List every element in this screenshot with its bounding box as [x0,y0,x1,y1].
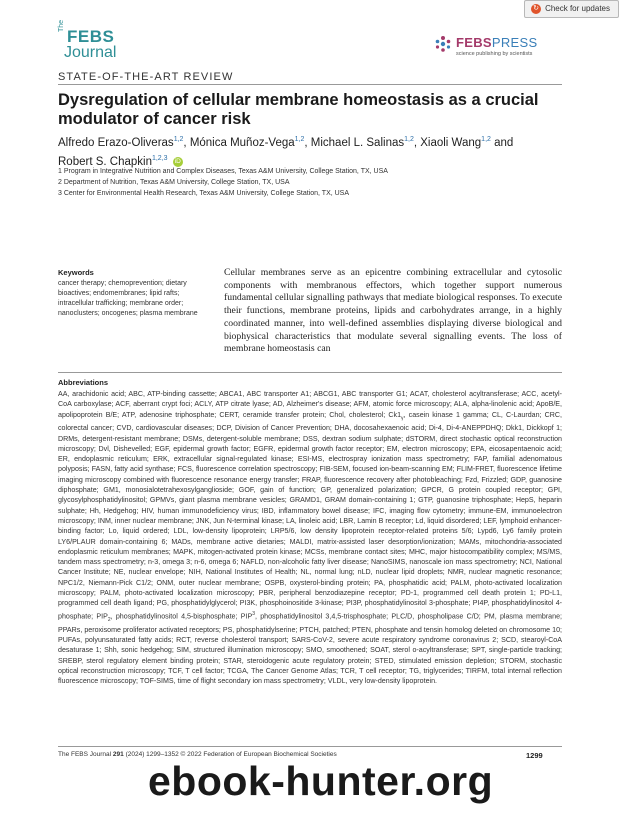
journal-logo-suffix: Journal [64,44,117,61]
page-number: 1299 [526,751,543,760]
author-affiliation-marker: 1,2 [481,136,491,143]
footer-volume: 291 [112,751,124,758]
header-divider [58,84,562,85]
abbreviations-text: , phosphatidylinositol 3,4,5-trisphosphate; PLC/D, phospholipase C/D; PM, plasma membrane; PPARs, peroxisome proliferator activated receptors; PS, phosphatidylserine; PTCH, patched; PTEN, phosphate and tensin homolog deleted on chromosome 10; PUFAs, polyunsaturated fatty acids; RCT, reverse cholesterol transport; SARS-CoV-2, severe acute respiratory syndrome coronavirus 2; SCD, stearoyl-CoA desaturase 1; Shh, sonic hedgehog; SIM, structured illumination microscopy; SMO, smoothened; SOAT, sterol o-acyltransferase; SPT, single-particle tracking; SREBP, sterol regulatory element binding protein; STAR, steroidogenic acute regulatory protein; STED, stimulated emission depletion; STORM, stochastic optical reconstruction microscopy; TCF, T cell factor; TCGA, The Cancer Genome Atlas; TCR, T cell receptor; TG, triglycerides; TIRFM, total internal reflection fluorescence microscopy; TOF-SIMS, time of flight secondary ion mass spectrometry; VLDL, very low-density lipoprotein. [58,612,562,686]
author-name[interactable]: Robert S. Chapkin [58,155,152,168]
article-title: Dysregulation of cellular membrane homeostasis as a crucial modulator of cancer risk [58,91,539,128]
check-for-updates-label: Check for updates [545,4,610,13]
febs-press-dots-icon [434,35,452,53]
orcid-icon[interactable]: iD [174,157,181,165]
publisher-logo-febs: FEBS [456,35,492,50]
abstract-text: Cellular membranes serve as an epicentre combining extracellular and cytosolic components with membranous effectors, which together support numerous fundamental cellular signalling pathways that mediate biological responses. To execute their functions, membrane proteins, lipids and carbohydrates arrange, in a highly coordinated manner, into well-defined assemblies displaying diverse biological and biophysical characteristics that modulate several signalling events. The loss of membrane homeostasis can [224,267,562,355]
affiliation: 2 Department of Nutrition, Texas A&M University, College Station, TX, USA [58,179,290,186]
abbreviations-text: AA, arachidonic acid; ABC, ATP-binding cassette; ABCA1, ABC transporter A1; ABCG1, ABC transporter G1; ACAT, cholesterol acyltransferase; ACC, acetyl-CoA carboxylase; ACF, aberrant crypt foci; ACLY, ATP citrate lyase; AD, Alzheimer's disease; AFM, atomic force microscopy; ALA, alpha-linolenic acid; ApoB/E, apolipoprotein B/E; ATP, adenosine triphosphate; CERT, ceramide transfer protein; Chol, cholesterol; Ck1 [58,390,562,419]
author-name[interactable]: Michael L. Salinas [310,136,405,149]
publisher-logo-name [456,35,537,50]
keywords-list: cancer therapy; chemoprevention; dietary bioactives; endomembranes; lipid rafts; intracellular trafficking; membrane order; nanoclusters; oncogenes; plasma membrane [58,280,198,317]
abbreviations-divider [58,372,562,373]
author-affiliation-marker: 1,2 [294,136,305,143]
watermark: ebook-hunter.org [148,758,494,804]
article-type: STATE-OF-THE-ART REVIEW [58,71,234,83]
abbreviations-subscript: γ [401,415,404,421]
author-name[interactable]: Xiaoli Wang [420,136,482,149]
abbreviations-superscript: 3 [252,610,255,617]
footer-journal: The FEBS Journal [58,751,113,758]
publisher-logo [434,34,564,66]
publisher-logo-press: PRESS [491,35,538,50]
journal-logo-name: FEBS [67,27,115,46]
check-for-updates-button[interactable] [524,0,619,18]
author-affiliation-marker: 1,2 [173,136,184,143]
publisher-tagline: science publishing by scientists [456,51,533,57]
author-name[interactable]: Alfredo Erazo-Oliveras [58,136,174,149]
abbreviations-heading: Abbreviations [58,378,109,387]
footer-copyright: (2024) 1299–1352 © 2022 Federation of European Biochemical Societies [123,751,337,758]
abbreviations-subscript: 2 [107,616,111,623]
abbreviations-text: , phosphatidylinositol 4,5-bisphosphate; PIP [110,612,253,620]
keywords-heading: Keywords [58,268,94,277]
affiliation: 1 Program in Integrative Nutrition and Complex Diseases, Texas A&M University, College Station, TX, USA [58,168,388,175]
footer-divider [58,746,562,747]
affiliation: 3 Center for Environmental Health Research, Texas A&M University, College Station, TX, USA [58,190,350,197]
journal-logo-prefix: The [58,19,65,32]
author-affiliation-marker: 1,2 [404,136,414,143]
abbreviations-list [58,389,562,686]
author-affiliation-marker: 1,2,3 [151,154,168,162]
author-name[interactable]: Mónica Muñoz-Vega [189,136,295,149]
abbreviations-text: , casein kinase 1 gamma; CL, C-Laurdan; CRC, colorectal cancer; CVD, cardiovascular diseases; DCP, Division of Cancer Prevention; DHA, docosahexaenoic acid; Di-4, Di-4-ANEPPDHQ; Dkk1, Dickkopf 1; DRMs, detergent-resistant membrane; DSMs, detergent-soluble membrane; DSS, dextran sodium sulphate; dSTORM, direct stochastic optical reconstruction microscopy; Dvl, Dishevelled; EGF, epidermal growth factor; EGFR, epidermal growth factor receptor; EM, electron microscopy; EPA, eicosapentaenoic acid; ER, endoplasmic reticulum; ERK, extracellular signal-regulated kinase; ESI-MS, electrospray ionization mass spectrometry; FAP, familial adenomatous polyposis; FASN, fatty acid synthase; FCS, fluorescence correlation spectroscopy; FIB-SEM, focused ion-beam-scanning EM; FLIM-FRET, fluorescence lifetime imaging microscopy combined with fluorescence resonance energy transfer; FRAP, fluorescence recovery after photobleaching; Fzd, Frizzled; GDP, guanosine diphosphate; GM1, monosialotetrahexosylganglioside; GOF, gain of function; GP, generalized polarization; GPCR, G protein coupled receptor; GPI, glycosylphosphatidylinositol; GPMVs, giant plasma membrane vesicles; GRAMD1, GRAM domain-containing 1; GTP, guanosine triphosphate; HepS, heparin sulphate; Hh, Hedgehog; HIV, human immunodeficiency virus; IBD, inflammatory bowel disease; IFC, imaging flow cytometry; immune-EM, immunoelectron microscopy; INM, inner nuclear membrane; JNK, Jun N-terminal kinase; LA, linoleic acid; LBR, Lamin B receptor; Ld, liquid disordered; LEF, lymphoid enhancer-binding factor; Lo, liquid ordered; LDL, low-density lipoprotein; LRP5/6, low density lipoprotein receptor-related proteins 5/6; Lypd6, Ly6 family protein LY6/PLAUR domain-containing 6; MADs, membrane active dietaries; MALDI, matrix-assisted laser desorption/ionization; MAMs, mitochondria-associated endoplasmic reticulum membranes; MAPK, mitogen-activated protein kinase; MCSs, membrane contact sites; MHC, major histocompatibility complex; MS/MS, tandem mass spectrometry; n-3, omega 3; n-6, omega 6; NAFLD, non-alcoholic fatty liver disease; NanoSIMS, nanoscale ion mass spectrometry; NCI, National Cancer Institute; NE, nuclear envelope; NIH, National Institutes of Health; NL, normal lung; nLD, nuclear lipid droplets; NMR, nuclear magnetic resonance; NPC1/2, Niemann-Pick C1/2; ONM, outer nuclear membrane; OSPB, oxysterol-binding protein; PA, phosphatidic acid; PALM, photo-activated localization microscopy; PALM, photo-activated localization microscopy; PBR, peripheral benzodiazepine receptor; PD-1, programmed cell death protein 1; PD-L1, programmed cell death ligand; PG, phosphatidylglycerol; PI3K, phosphoinositide 3-kinase; PI3P, phosphatidylinositol 3-phosphate; PI4P, phosphatidylinositol 4-phosphate; PIP [58,410,563,620]
refresh-icon: ↻ [531,4,541,14]
author-list: Alfredo Erazo-Oliveras$^{1,2}$, Mónica Muñoz-Vega$^{1,2}$, Michael L. Salinas$^{1,2}$, Xiaoli Wang$^{1,2}$ and Robert S. Chapkin$^{1,2,3}$ iD [58,136,514,168]
journal-logo [58,19,122,65]
